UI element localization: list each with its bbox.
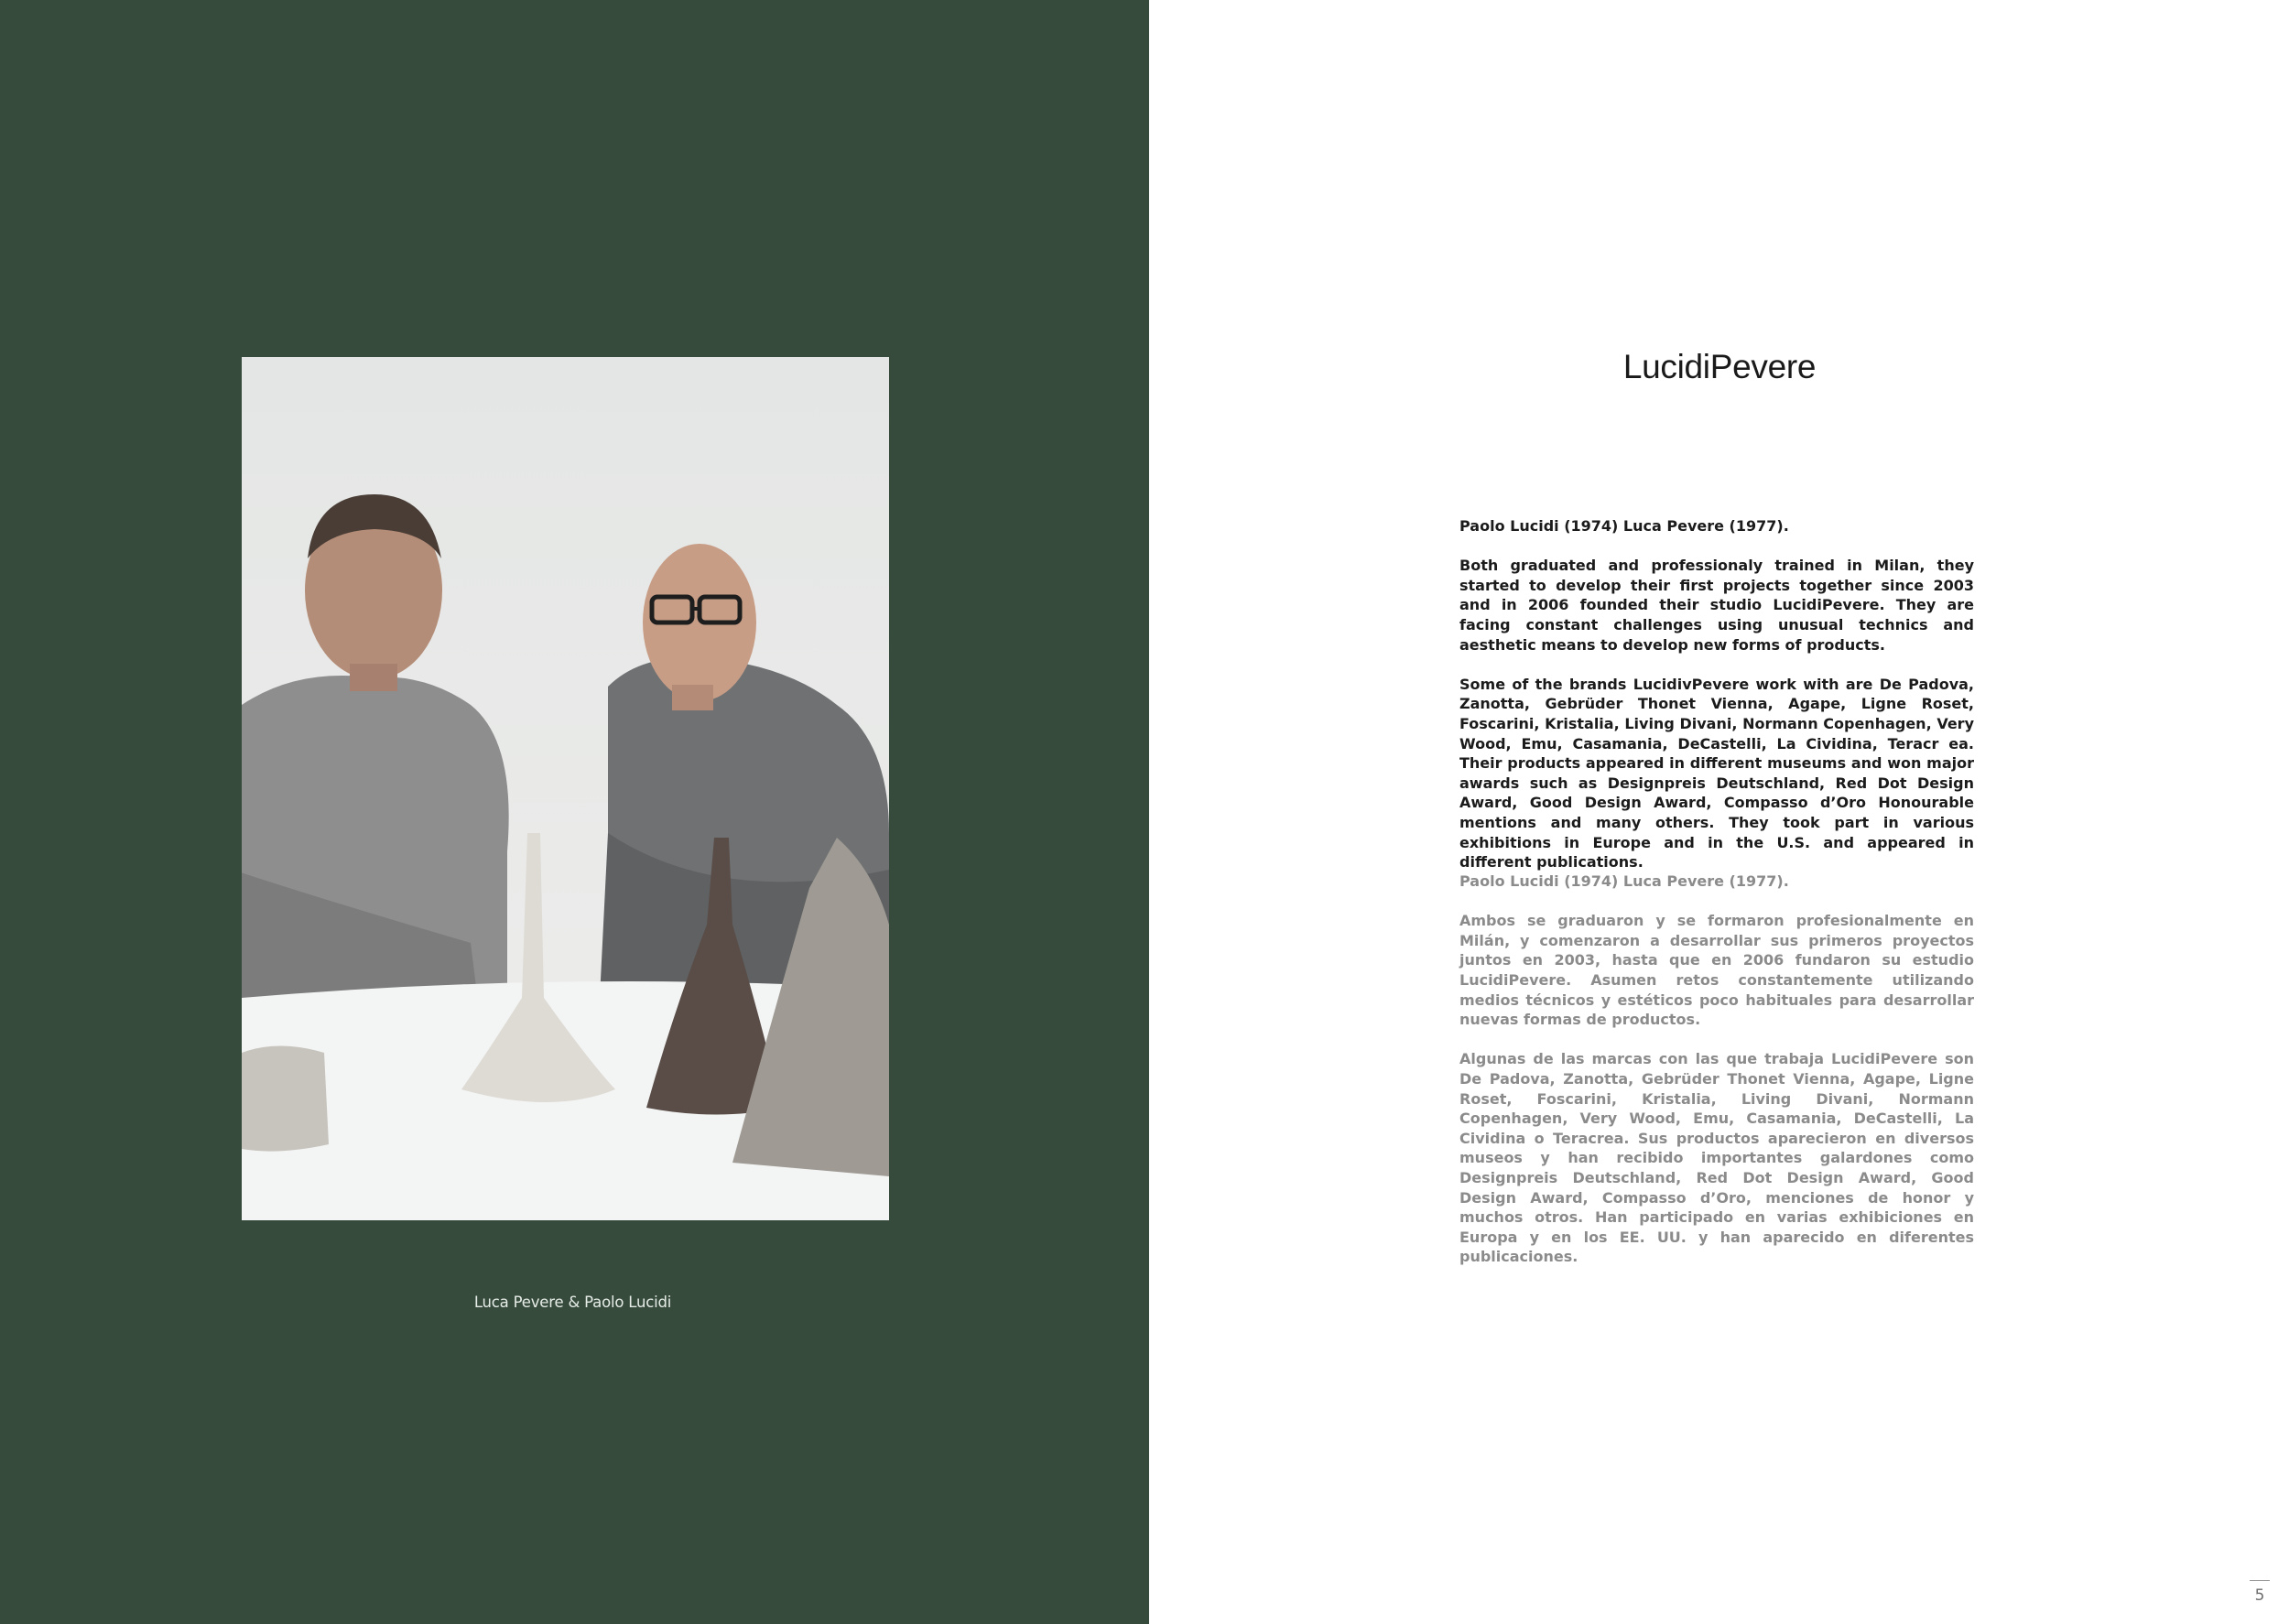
page-number: 5 xyxy=(2254,1586,2265,1605)
portrait-illustration xyxy=(242,357,889,1220)
spanish-intro: Paolo Lucidi (1974) Luca Pevere (1977). xyxy=(1459,872,1789,890)
english-paragraph-2: Some of the brands LucidivPevere work with are De Padova, Zanotta, Gebrüder Thonet Vienna, Agape, Ligne Roset, Foscarini, Kristalia, Living Divani, Normann Copenhagen, Very Wood, Emu, Casamania, DeCastelli, La Cividina, Teracr ea. Their products appeared in different museums and won major awards such as Designpreis Deutschland, Red Dot Design Award, Good Design Award, Compasso d’Oro Honourable mentions and many others. They took part in various exhibitions in Europe and in the U.S. and appeared in different publications. xyxy=(1459,675,1974,872)
designers-portrait-photo xyxy=(242,357,889,1220)
photo-caption: Luca Pevere & Paolo Lucidi xyxy=(473,1294,672,1311)
english-biography xyxy=(1459,516,1974,892)
spanish-paragraph-2: Algunas de las marcas con las que trabaja LucidiPevere son De Padova, Zanotta, Gebrüder Thonet Vienna, Agape, Ligne Roset, Foscarini, Kristalia, Living Divani, Normann Copenhagen, Very Wood, Emu, Casamania, DeCastelli, La Cividina o Teracrea. Sus productos aparecieron en diversos museos y han recibido importantes galardones como Designpreis Deutschland, Red Dot Design Award, Good Design Award, Compasso d’Oro, menciones de honor y muchos otros. Han participado en varias exhibiciones en Europa y en los EE. UU. y han aparecido en diferentes publicaciones. xyxy=(1459,1050,1974,1266)
spanish-biography xyxy=(1459,872,1974,1286)
page-number-rule xyxy=(2250,1580,2270,1581)
english-paragraph-1: Both graduated and professionaly trained in Milan, they started to develop their first projects together since 2003 and in 2006 founded their studio LucidiPevere. They are facing constant challenges using unusual technics and aesthetic means to develop new forms of products. xyxy=(1459,557,1974,654)
spanish-paragraph-1: Ambos se graduaron y se formaron profesionalmente en Milán, y comenzaron a desarrollar sus primeros proyectos juntos en 2003, hasta que en 2006 fundaron su estudio LucidiPevere. Asumen retos constantemente utilizando medios técnicos y estéticos poco habituales para desarrollar nuevas formas de productos. xyxy=(1459,912,1974,1029)
page-title: LucidiPevere xyxy=(1622,348,1817,385)
english-intro: Paolo Lucidi (1974) Luca Pevere (1977). xyxy=(1459,517,1789,535)
